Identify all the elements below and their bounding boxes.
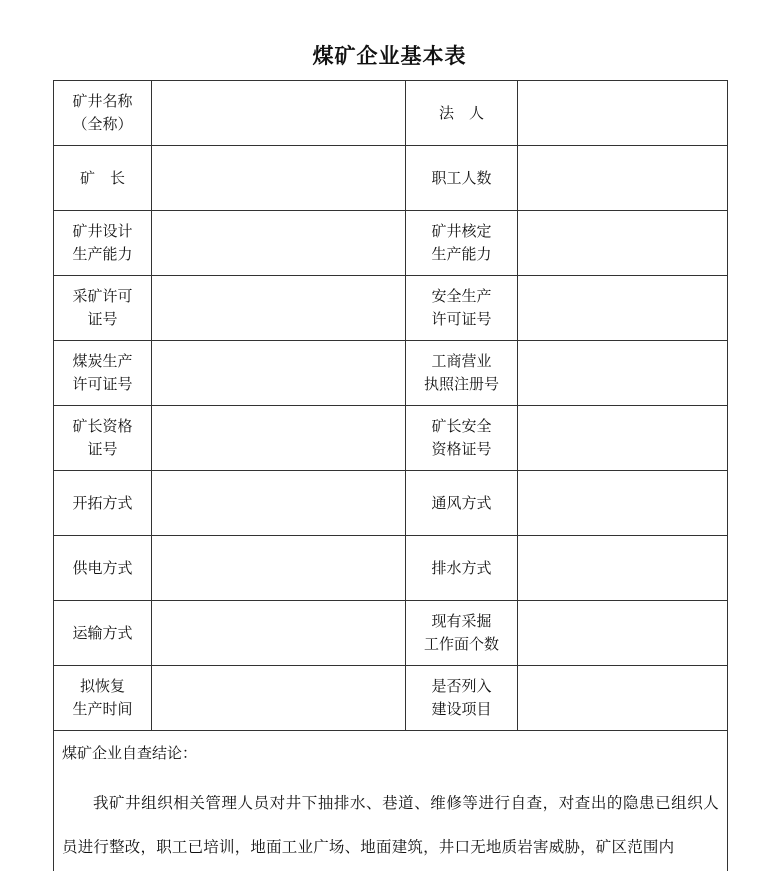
field-label: 现有采掘 工作面个数 (406, 601, 518, 666)
field-label: 拟恢复 生产时间 (54, 666, 152, 731)
table-row (54, 146, 728, 211)
field-value[interactable] (152, 211, 406, 276)
field-value[interactable] (152, 81, 406, 146)
field-label: 通风方式 (406, 471, 518, 536)
table-row (54, 81, 728, 146)
field-label: 排水方式 (406, 536, 518, 601)
field-value[interactable] (518, 406, 728, 471)
field-value[interactable] (152, 666, 406, 731)
table-row (54, 406, 728, 471)
field-value[interactable] (518, 81, 728, 146)
field-value[interactable] (152, 536, 406, 601)
field-value[interactable] (152, 146, 406, 211)
field-label: 矿长安全 资格证号 (406, 406, 518, 471)
field-label: 采矿许可 证号 (54, 276, 152, 341)
field-value[interactable] (152, 471, 406, 536)
conclusion-label: 煤矿企业自查结论： (54, 731, 727, 765)
table-row (54, 601, 728, 666)
field-label: 安全生产 许可证号 (406, 276, 518, 341)
table-row (54, 276, 728, 341)
field-label: 法 人 (406, 81, 518, 146)
field-value[interactable] (152, 341, 406, 406)
field-value[interactable] (518, 341, 728, 406)
field-value[interactable] (518, 276, 728, 341)
field-label: 矿井名称 （全称） (54, 81, 152, 146)
conclusion-row (54, 731, 728, 871)
field-label: 运输方式 (54, 601, 152, 666)
field-label: 矿 长 (54, 146, 152, 211)
page-title: 煤矿企业基本表 (0, 40, 779, 72)
table-row (54, 341, 728, 406)
field-value[interactable] (152, 601, 406, 666)
field-label: 矿井核定 生产能力 (406, 211, 518, 276)
field-label: 煤炭生产 许可证号 (54, 341, 152, 406)
enterprise-info-table (53, 80, 728, 871)
table-row (54, 536, 728, 601)
table-row (54, 211, 728, 276)
field-label: 矿井设计 生产能力 (54, 211, 152, 276)
table-row (54, 471, 728, 536)
field-label: 矿长资格 证号 (54, 406, 152, 471)
self-inspection-conclusion (54, 731, 728, 871)
field-value[interactable] (518, 146, 728, 211)
field-label: 是否列入 建设项目 (406, 666, 518, 731)
field-value[interactable] (152, 406, 406, 471)
field-value[interactable] (518, 471, 728, 536)
field-label: 开拓方式 (54, 471, 152, 536)
field-value[interactable] (518, 211, 728, 276)
field-value[interactable] (518, 536, 728, 601)
field-value[interactable] (518, 666, 728, 731)
field-label: 工商营业 执照注册号 (406, 341, 518, 406)
field-label: 供电方式 (54, 536, 152, 601)
field-label: 职工人数 (406, 146, 518, 211)
table-row (54, 666, 728, 731)
field-value[interactable] (152, 276, 406, 341)
field-value[interactable] (518, 601, 728, 666)
conclusion-text: 我矿井组织相关管理人员对井下抽排水、巷道、维修等进行自查，对查出的隐患已组织人员进行整改，职工已培训，地面工业广场、地面建筑，井口无地质岩害威胁，矿区范围内 (54, 765, 727, 869)
